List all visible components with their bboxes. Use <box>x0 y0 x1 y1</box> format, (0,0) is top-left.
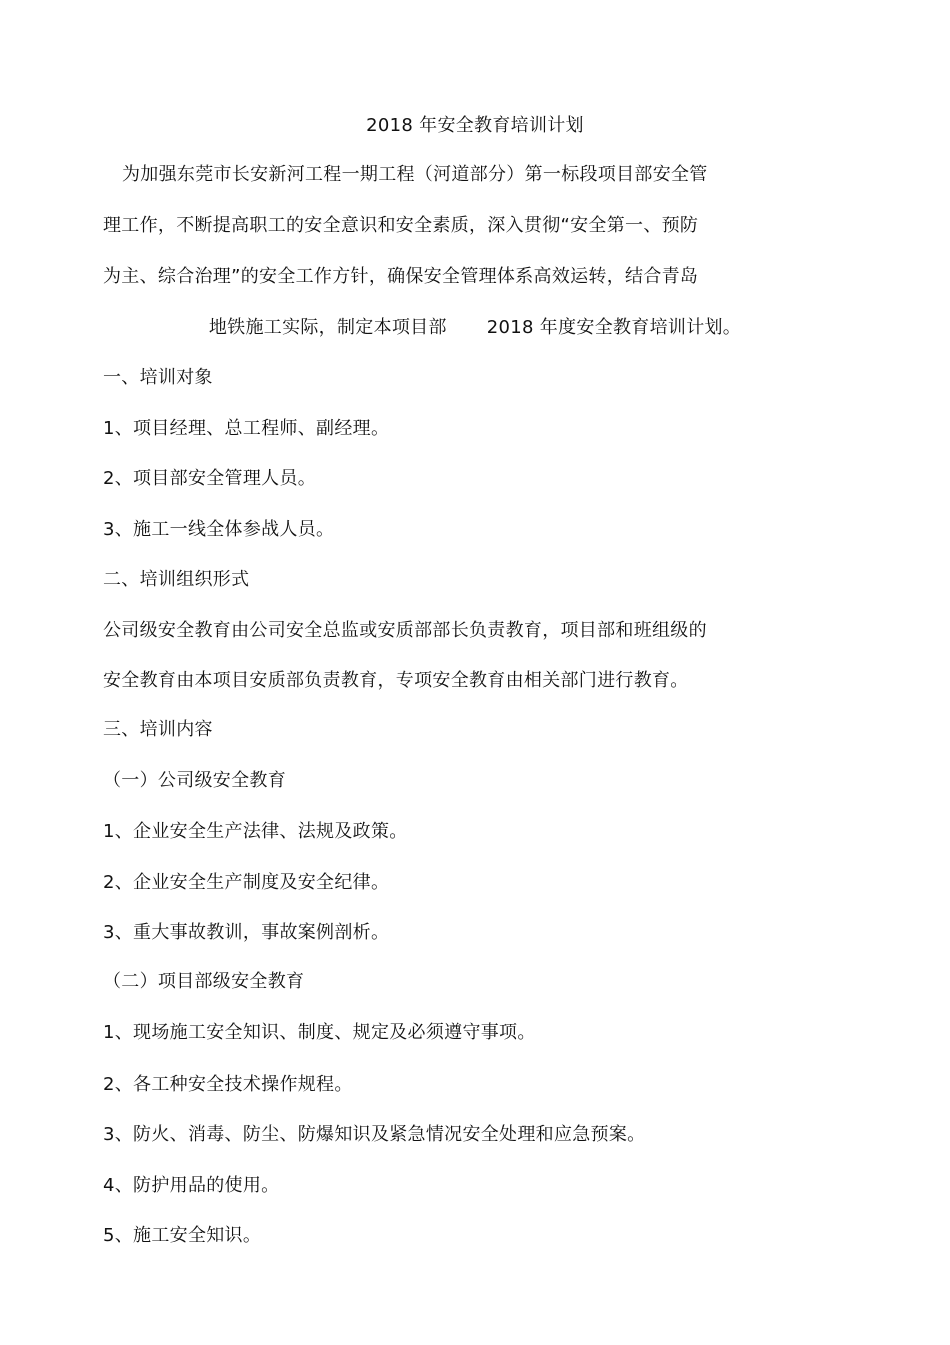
subsection-1-heading: （一）公司级安全教育 <box>103 770 286 791</box>
subsection-1-item: 3、重大事故教训，事故案例剖析。 <box>103 922 390 943</box>
subsection-1-item: 1、企业安全生产法律、法规及政策。 <box>103 821 408 842</box>
section-1-item: 3、施工一线全体参战人员。 <box>103 519 335 540</box>
subsection-2-item: 4、防护用品的使用。 <box>103 1175 280 1196</box>
section-1-item: 2、项目部安全管理人员。 <box>103 468 317 489</box>
subsection-2-item: 2、各工种安全技术操作规程。 <box>103 1074 353 1095</box>
section-3-heading: 三、培训内容 <box>103 719 213 740</box>
intro-line-3: 为主、综合治理”的安全工作方针，确保安全管理体系高效运转，结合青岛 <box>103 266 699 287</box>
intro-line-2: 理工作，不断提高职工的安全意识和安全素质，深入贯彻“安全第一、预防 <box>103 215 699 236</box>
subsection-1-item: 2、企业安全生产制度及安全纪律。 <box>103 872 390 893</box>
document-title: 2018 年安全教育培训计划 <box>366 115 584 136</box>
section-1-heading: 一、培训对象 <box>103 367 213 388</box>
subsection-2-item: 5、施工安全知识。 <box>103 1225 262 1246</box>
subsection-2-item: 1、现场施工安全知识、制度、规定及必须遵守事项。 <box>103 1022 536 1043</box>
subsection-2-item: 3、防火、消毒、防尘、防爆知识及紧急情况安全处理和应急预案。 <box>103 1124 646 1145</box>
section-2-heading: 二、培训组织形式 <box>103 569 250 590</box>
intro-line-1: 为加强东莞市长安新河工程一期工程（河道部分）第一标段项目部安全管 <box>122 164 708 185</box>
intro-line-4-text: 地铁施工实际，制定本项目部 <box>208 317 447 338</box>
section-2-para-line-2: 安全教育由本项目安质部负责教育，专项安全教育由相关部门进行教育。 <box>103 670 689 691</box>
intro-line-4 <box>0 316 950 340</box>
section-1-item: 1、项目经理、总工程师、副经理。 <box>103 418 390 439</box>
subsection-2-heading: （二）项目部级安全教育 <box>103 971 305 992</box>
section-2-para-line-1: 公司级安全教育由公司安全总监或安质部部长负责教育，项目部和班组级的 <box>103 620 707 641</box>
intro-line-4-year: 2018 年度安全教育培训计划。 <box>486 317 742 338</box>
